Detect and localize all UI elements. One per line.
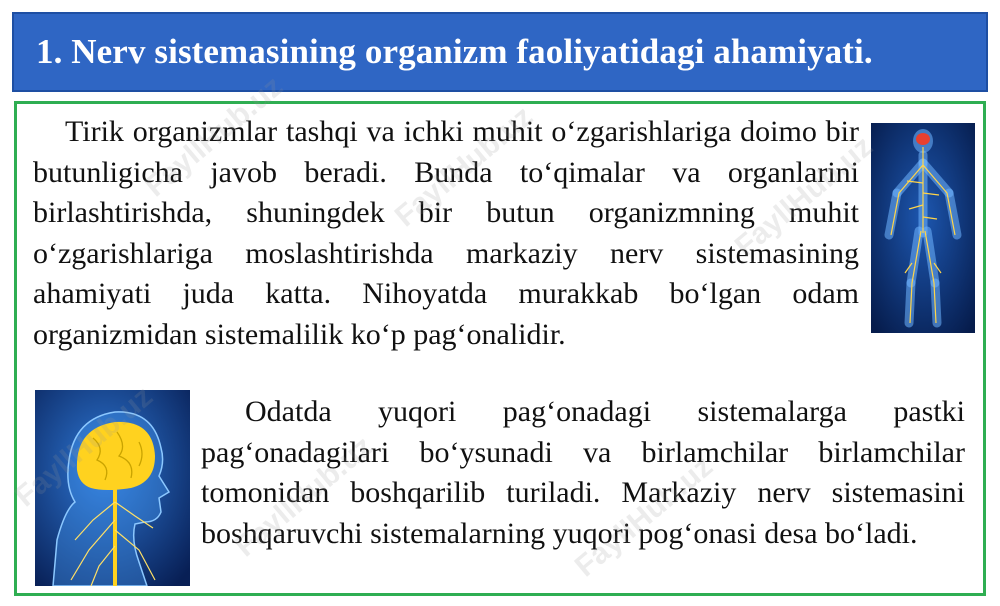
page-title: 1. Nerv sistemasining organizm faoliyatidagi ahamiyati. bbox=[36, 32, 873, 71]
brain-nerves-icon bbox=[35, 390, 190, 586]
content-panel bbox=[14, 101, 986, 596]
title-banner bbox=[12, 12, 988, 92]
brain-head-profile-image bbox=[35, 390, 190, 586]
human-body-nerves-icon bbox=[871, 123, 975, 333]
paragraph-hierarchy: Odatda yuqori pag‘onadagi sistemalarga pastki pag‘onadagilari bo‘ysunadi va birlamchilar birlamchilar tomonidan boshqarilib turiladi. Markaziy nerv sistemasini boshqaruvchi sistemalarning yuqori pog‘onasi desa bo‘ladi. bbox=[201, 395, 965, 550]
nervous-system-body-image bbox=[871, 123, 975, 333]
paragraph-intro: Tirik organizmlar tashqi va ichki muhit o‘zgarishlariga doimo bir butunligicha javob beradi. Bunda to‘qimalar va organlarini birlashtirishda, shuningdek bir butun organizmning muhit o‘zgarishlariga moslashtirishda markaziy nerv sistemasining ahamiyati juda katta. Nihoyatda murakkab bo‘lgan odam organizmidan sistemalilik ko‘p pag‘onalidir. bbox=[33, 115, 859, 351]
